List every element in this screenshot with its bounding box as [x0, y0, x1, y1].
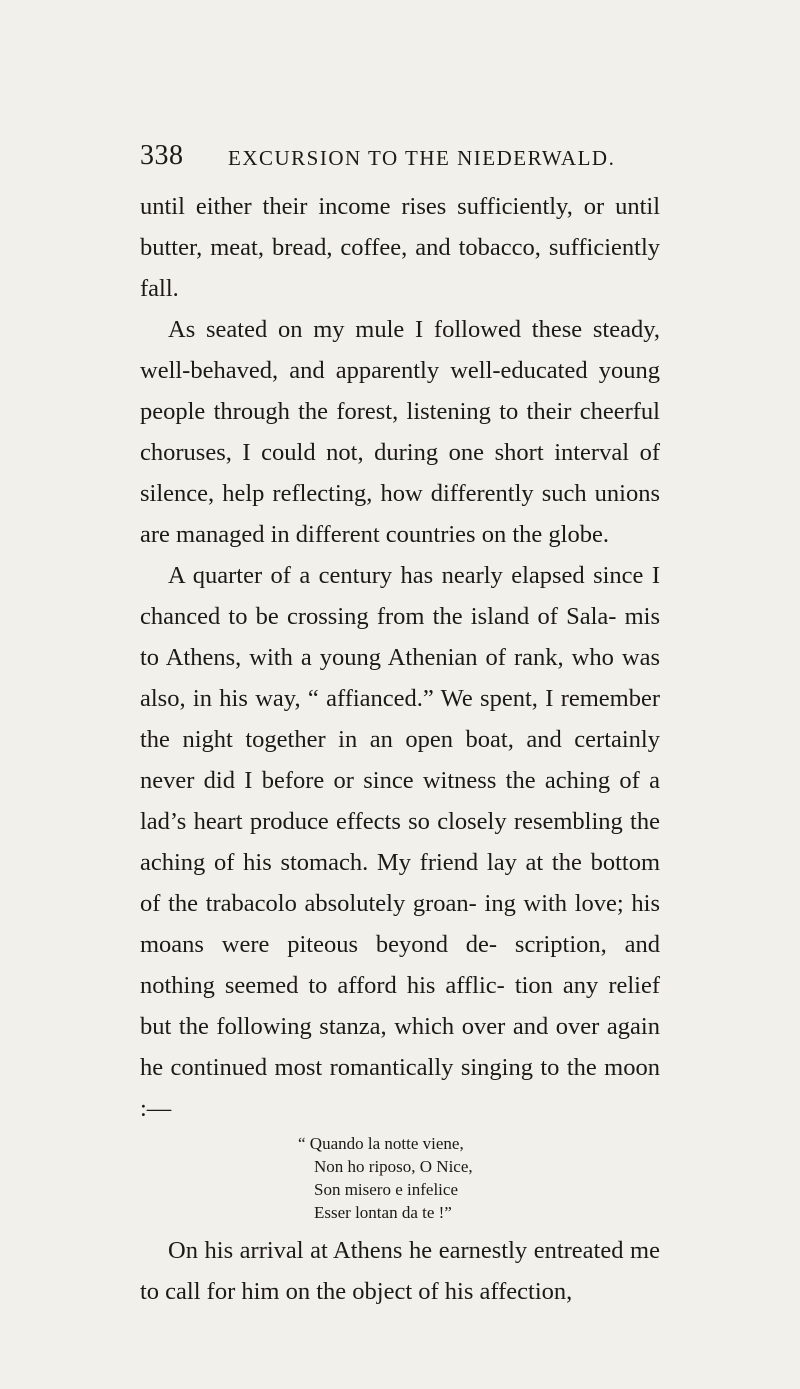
page-number: 338 [140, 140, 184, 171]
body-text [140, 186, 660, 1312]
verse-line: Non ho riposo, O Nice, [314, 1157, 473, 1176]
paragraph-closing: On his arrival at Athens he earnestly entreated me to call for him on the object of his affection, [140, 1237, 660, 1305]
verse-stanza [140, 1132, 660, 1224]
paragraph-continuation: until either their income rises sufficiently, or until butter, meat, bread, coffee, and tobacco, sufficiently fall. [140, 193, 660, 302]
verse-line: Esser lontan da te !” [314, 1203, 452, 1222]
paragraph-athens: A quarter of a century has nearly elapsed since I chanced to be crossing from the island of Sala- mis to Athens, with a young Athenian of rank, who was also, in his way, “ affianced.” We spent, I remember the night together in an open boat, and certainly never did I before or since witness the aching of a lad’s heart produce effects so closely resembling the aching of his stomach. My friend lay at the bottom of the trabacolo absolutely groan- ing with love; his moans were piteous beyond de- scription, and nothing seemed to afford his afflic- tion any relief but the following stanza, which over and over again he continued most romantically singing to the moon :— [140, 562, 660, 1122]
running-head: EXCURSION TO THE NIEDERWALD. [228, 146, 616, 170]
page-header [140, 140, 660, 180]
paragraph-mule: As seated on my mule I followed these steady, well-behaved, and apparently well-educated young people through the forest, listening to their cheerful choruses, I could not, during one short interval of silence, help reflecting, how differently such unions are managed in different countries on the globe. [140, 316, 660, 548]
verse-line: Son misero e infelice [314, 1180, 458, 1199]
verse-line: “ Quando la notte viene, [298, 1134, 464, 1153]
